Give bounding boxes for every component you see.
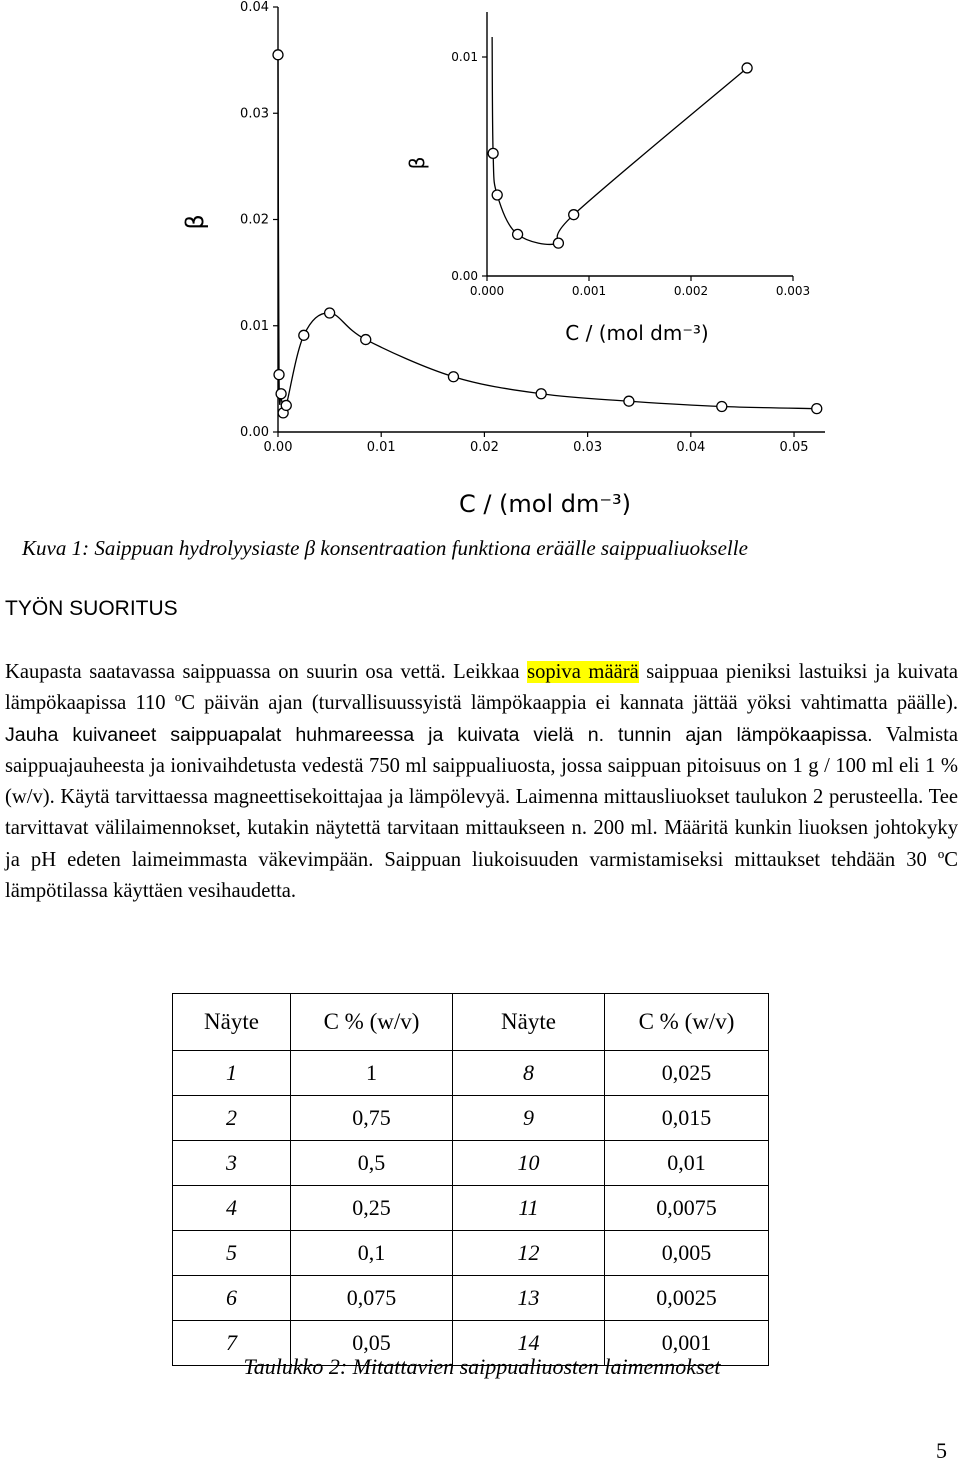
- sample-number-cell: 9: [453, 1096, 605, 1141]
- main-chart-y-tick-label: 0.02: [240, 212, 269, 228]
- sample-number-cell: 1: [173, 1051, 291, 1096]
- sample-number-cell: 14: [453, 1321, 605, 1366]
- main-chart-data-point: [536, 389, 546, 399]
- main-chart-series-line: [278, 55, 817, 415]
- table-header-row: [173, 994, 769, 1051]
- inset-chart-data-point: [569, 210, 579, 220]
- main-chart-y-tick-label: 0.03: [240, 106, 269, 122]
- concentration-cell: 0,0025: [605, 1276, 769, 1321]
- main-chart-data-point: [717, 402, 727, 412]
- main-chart-x-tick-label: 0.00: [263, 440, 293, 455]
- sample-number-cell: 3: [173, 1141, 291, 1186]
- concentration-cell: 0,005: [605, 1231, 769, 1276]
- concentration-cell: 0,0075: [605, 1186, 769, 1231]
- inset-chart-data-point: [488, 148, 498, 158]
- main-chart-x-axis-label: C / (mol dm⁻³): [458, 490, 632, 518]
- sample-number-cell: 7: [173, 1321, 291, 1366]
- concentration-cell: 0,075: [291, 1276, 453, 1321]
- inset-chart-x-tick-label: 0.003: [775, 284, 811, 298]
- main-chart-x-tick-label: 0.05: [779, 440, 809, 455]
- table-row: [173, 1276, 769, 1321]
- main-chart-data-point: [274, 370, 284, 380]
- sample-number-cell: 2: [173, 1096, 291, 1141]
- table-row: [173, 1141, 769, 1186]
- inset-chart-x-tick-label: 0.002: [673, 284, 709, 298]
- table-row: [173, 1231, 769, 1276]
- concentration-cell: 0,1: [291, 1231, 453, 1276]
- concentration-cell: 0,001: [605, 1321, 769, 1366]
- paragraph-text-4: Valmista saippuajauheesta ja ionivaihdetusta vedestä 750 ml saippualiuosta, jossa saippuan pitoisuus on 1 g / 100 ml eli 1 % (w/v). Käytä tarvittaessa magneettisekoittajaa ja lämpölevyä. Laimenna mittausliuokset taulukon 2 perusteella. Tee tarvittavat välilaimennokset, kutakin näytettä tarvitaan mittaukseen n. 200 ml. Määritä kunkin liuoksen johtokyky ja pH edeten laimeimmasta väkevimpään. Saippuan liukoisuuden varmistamiseksi mittaukset tehdään 30 ºC lämpötilassa käyttäen vesihaudetta.: [5, 723, 959, 903]
- table-header-cell: C % (w/v): [291, 994, 453, 1051]
- paragraph-text-3: Jauha kuivaneet saippuapalat huhmareessa ja kuivata vielä n. tunnin ajan lämpökaapissa.: [5, 723, 873, 746]
- main-chart-x-tick-label: 0.03: [573, 440, 603, 455]
- concentration-cell: 0,025: [605, 1051, 769, 1096]
- main-chart-y-axis-label: β: [181, 214, 209, 230]
- main-chart-y-tick-label: 0.00: [240, 425, 269, 440]
- main-chart-data-point: [361, 335, 371, 345]
- inset-chart-series-line: [492, 37, 747, 244]
- main-chart-x-tick-label: 0.02: [469, 440, 499, 455]
- main-chart-y-tick-label: 0.01: [240, 318, 269, 334]
- table-caption-text: Taulukko 2: Mitattavien saippualiuosten laimennokset: [243, 1354, 721, 1379]
- main-chart-data-point: [812, 404, 822, 414]
- concentration-cell: 0,25: [291, 1186, 453, 1231]
- inset-chart-y-tick-label: 0.00: [451, 269, 478, 283]
- main-chart-data-point: [624, 396, 634, 406]
- inset-chart-data-point: [742, 63, 752, 73]
- table-caption: [0, 1354, 960, 1380]
- table-header-cell: Näyte: [173, 994, 291, 1051]
- table-header-cell: C % (w/v): [605, 994, 769, 1051]
- main-chart-data-point: [448, 372, 458, 382]
- sample-number-cell: 10: [453, 1141, 605, 1186]
- sample-number-cell: 6: [173, 1276, 291, 1321]
- concentration-cell: 0,75: [291, 1096, 453, 1141]
- main-chart-x-tick-label: 0.04: [676, 440, 706, 455]
- sample-number-cell: 4: [173, 1186, 291, 1231]
- inset-chart-data-point: [492, 190, 502, 200]
- inset-chart-x-tick-label: 0.000: [469, 284, 505, 298]
- main-chart-data-point: [276, 389, 286, 399]
- section-heading: TYÖN SUORITUS: [5, 597, 178, 620]
- inset-chart-data-point: [553, 238, 563, 248]
- beta-concentration-figure: [0, 0, 960, 530]
- table-row: [173, 1096, 769, 1141]
- main-chart-y-tick-label: 0.04: [240, 0, 269, 15]
- sample-number-cell: 13: [453, 1276, 605, 1321]
- dilution-table-wrap: [172, 993, 769, 1366]
- procedure-paragraph: [5, 657, 958, 907]
- highlighted-text: sopiva määrä: [527, 661, 639, 683]
- concentration-cell: 0,015: [605, 1096, 769, 1141]
- main-chart-data-point: [273, 50, 283, 60]
- inset-chart-y-axis-label: β: [405, 156, 429, 170]
- paragraph-text-2: saippuaa pieniksi lastuiksi ja kuivata lämpökaapissa 110 ºC päivän ajan (turvallisuussyistä lämpökaappia ei kannata jättää yöksi vahtimatta päälle).: [5, 661, 958, 715]
- sample-number-cell: 5: [173, 1231, 291, 1276]
- concentration-cell: 0,05: [291, 1321, 453, 1366]
- sample-number-cell: 8: [453, 1051, 605, 1096]
- inset-chart-data-point: [513, 229, 523, 239]
- main-chart-x-tick-label: 0.01: [366, 440, 396, 455]
- paragraph-text-1: Kaupasta saatavassa saippuassa on suurin osa vettä. Leikkaa: [5, 661, 528, 683]
- sample-number-cell: 12: [453, 1231, 605, 1276]
- table-row: [173, 1186, 769, 1231]
- dilution-table: [172, 993, 769, 1366]
- concentration-cell: 0,5: [291, 1141, 453, 1186]
- concentration-cell: 1: [291, 1051, 453, 1096]
- table-body: [173, 1051, 769, 1366]
- inset-chart-x-axis-label: C / (mol dm⁻³): [565, 321, 709, 345]
- figure-charts: [0, 0, 960, 530]
- main-chart-data-point: [325, 308, 335, 318]
- sample-number-cell: 11: [453, 1186, 605, 1231]
- figure-caption: Kuva 1: Saippuan hydrolyysiaste β konsentraation funktiona eräälle saippualiuokselle: [22, 536, 748, 560]
- inset-chart-x-tick-label: 0.001: [571, 284, 607, 298]
- main-chart-data-point: [299, 330, 309, 340]
- inset-chart-y-tick-label: 0.01: [451, 50, 478, 64]
- page-number: 5: [936, 1438, 947, 1463]
- main-chart-data-point: [281, 400, 291, 410]
- concentration-cell: 0,01: [605, 1141, 769, 1186]
- table-header-cell: Näyte: [453, 994, 605, 1051]
- table-row: [173, 1051, 769, 1096]
